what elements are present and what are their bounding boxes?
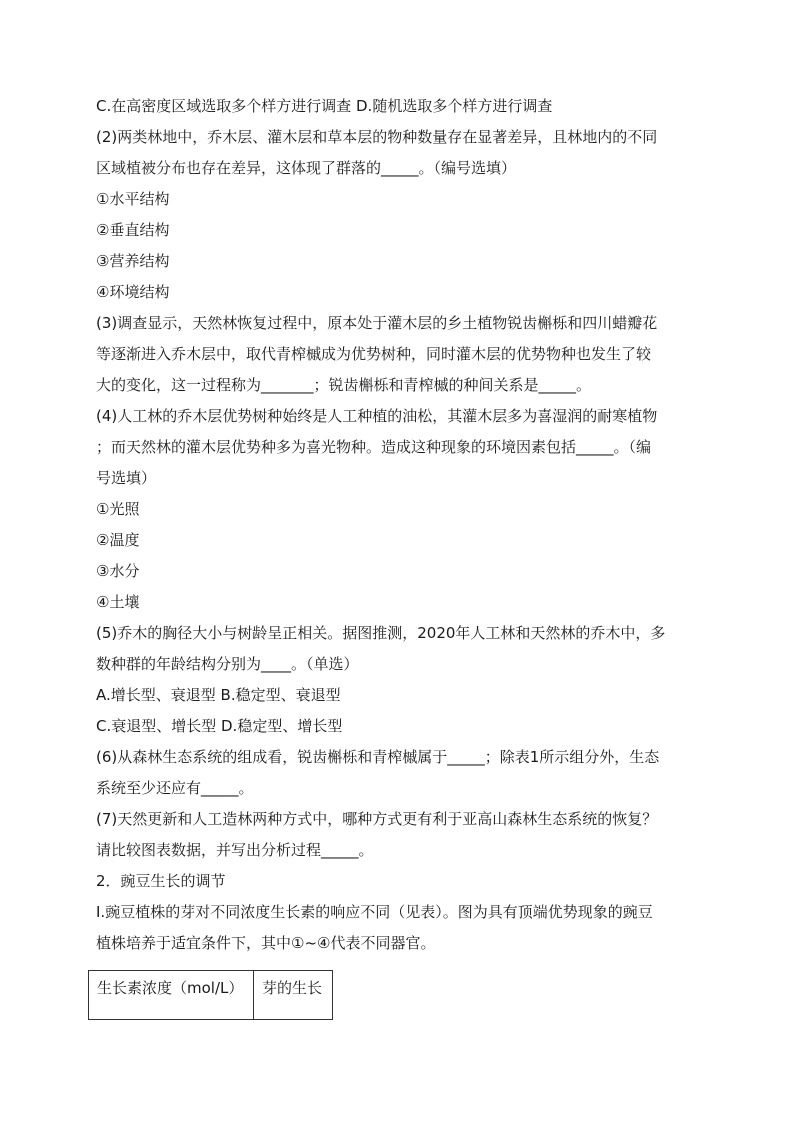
text-line: (3)调查显示，天然林恢复过程中，原本处于灌木层的乡土植物锐齿槲栎和四川蜡瓣花 bbox=[96, 314, 658, 332]
table-header-row bbox=[89, 971, 333, 1020]
text-line: ③水分 bbox=[96, 562, 140, 580]
text-line: ；而天然林的灌木层优势种多为喜光物种。造成这种现象的环境因素包括_____。（编 bbox=[96, 438, 652, 456]
text-line: ④环境结构 bbox=[96, 283, 170, 301]
text-line: (4)人工林的乔木层优势树种始终是人工种植的油松，其灌木层多为喜湿润的耐寒植物 bbox=[96, 407, 658, 425]
text-line: ①水平结构 bbox=[96, 190, 170, 208]
text-line: C.衰退型、增长型 D.稳定型、增长型 bbox=[96, 717, 343, 735]
text-line: (2)两类林地中，乔木层、灌木层和草本层的物种数量存在显著差异，且林地内的不同 bbox=[96, 128, 658, 146]
text-line: (6)从森林生态系统的组成看，锐齿槲栎和青榨槭属于_____；除表1所示组分外，生态 bbox=[96, 748, 660, 766]
text-line: 数种群的年龄结构分别为____。（单选） bbox=[96, 655, 359, 673]
text-line: C.在高密度区域选取多个样方进行调查 D.随机选取多个样方进行调查 bbox=[96, 97, 553, 115]
text-line: ④土壤 bbox=[96, 593, 140, 611]
text-line: 区域植被分布也存在差异，这体现了群落的_____。（编号选填） bbox=[96, 159, 517, 177]
concentration-table bbox=[88, 970, 333, 1020]
text-line: ③营养结构 bbox=[96, 252, 170, 270]
section-heading: 2．豌豆生长的调节 bbox=[96, 872, 226, 890]
text-line: (5)乔木的胸径大小与树龄呈正相关。据图推测，2020年人工林和天然林的乔木中，多 bbox=[96, 624, 666, 642]
text-line: ②垂直结构 bbox=[96, 221, 170, 239]
text-line: 大的变化，这一过程称为_______；锐齿槲栎和青榨槭的种间关系是_____。 bbox=[96, 376, 592, 394]
text-line: (7)天然更新和人工造林两种方式中，哪种方式更有利于亚高山森林生态系统的恢复？ bbox=[96, 810, 658, 828]
text-line: 植株培养于适宜条件下，其中①~④代表不同器官。 bbox=[96, 934, 436, 952]
text-line: 请比较图表数据，并写出分析过程_____。 bbox=[96, 841, 374, 859]
table-header-cell: 芽的生长 bbox=[254, 971, 333, 1020]
text-line: ②温度 bbox=[96, 531, 140, 549]
text-line: A.增长型、衰退型 B.稳定型、衰退型 bbox=[96, 686, 341, 704]
text-line: Ⅰ.豌豆植株的芽对不同浓度生长素的响应不同（见表）。图为具有顶端优势现象的豌豆 bbox=[96, 903, 653, 921]
text-line: 系统至少还应有_____。 bbox=[96, 779, 254, 797]
text-line: ①光照 bbox=[96, 500, 140, 518]
text-line: 等逐渐进入乔木层中，取代青榨槭成为优势树种，同时灌木层的优势物种也发生了较 bbox=[96, 345, 652, 363]
table-header-cell: 生长素浓度（mol/L） bbox=[89, 971, 254, 1020]
text-line: 号选填） bbox=[96, 469, 157, 487]
